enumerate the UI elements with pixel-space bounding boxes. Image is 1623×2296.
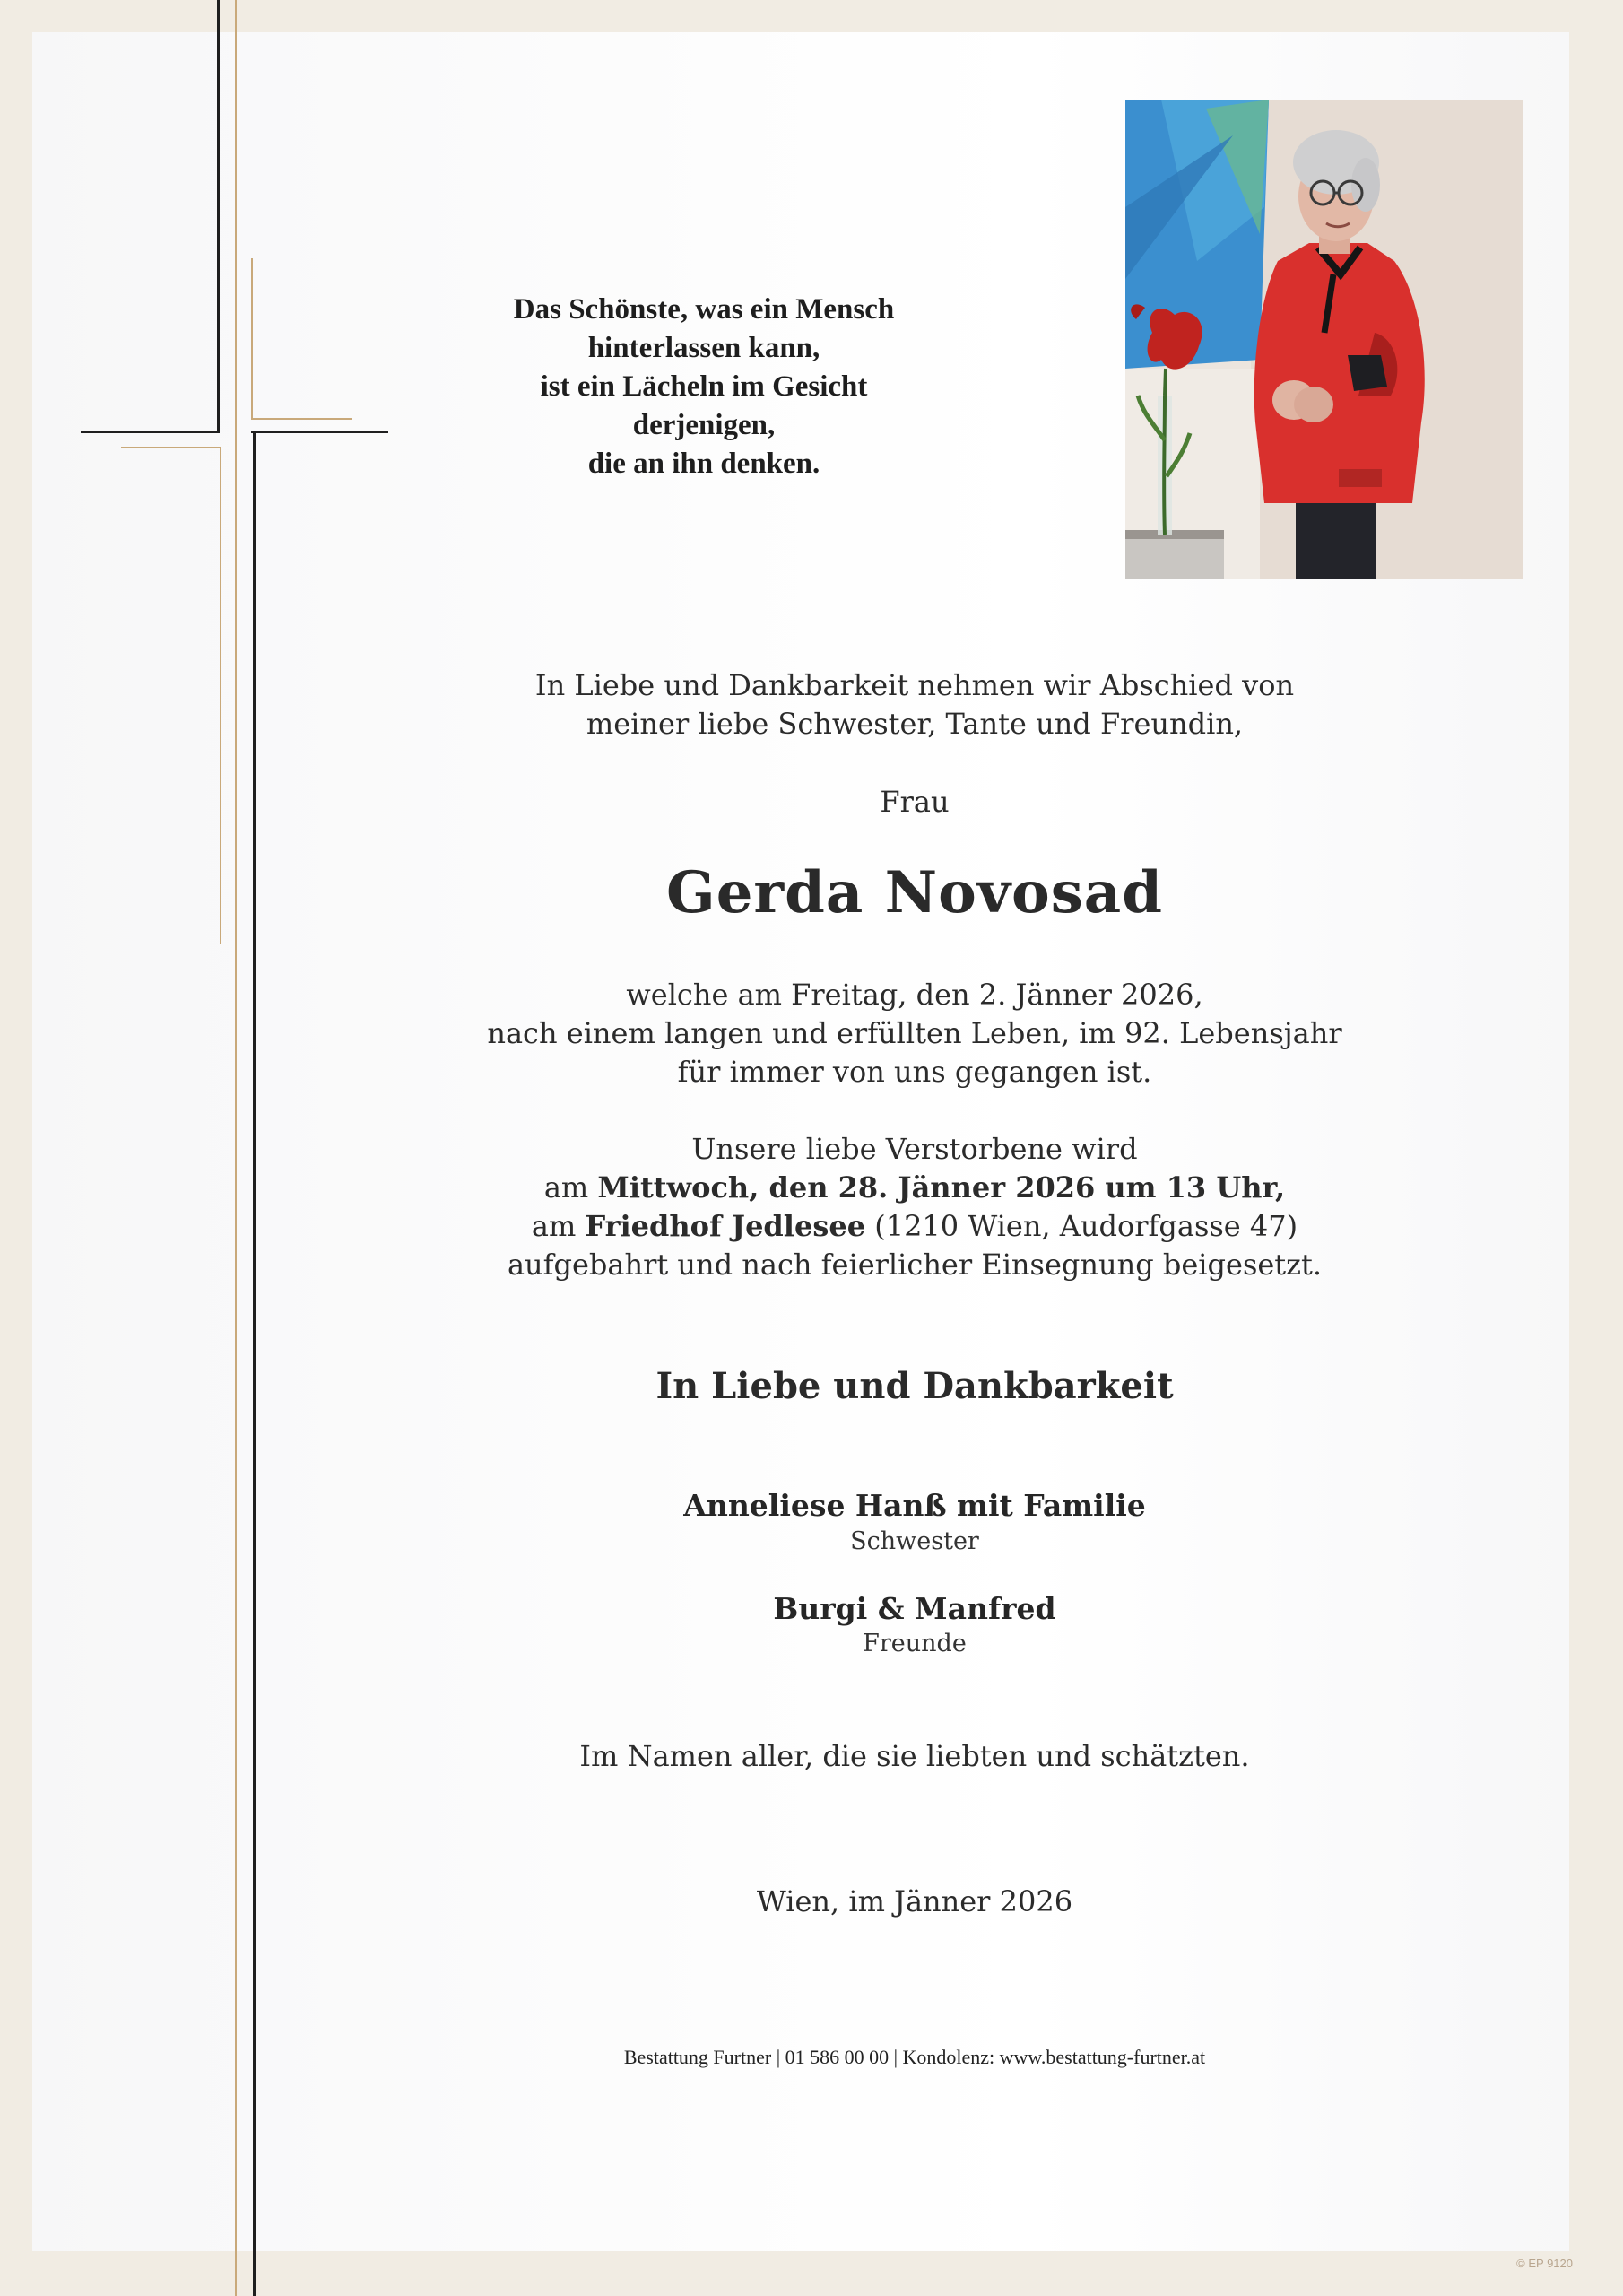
template-code: © EP 9120 [1516,2257,1573,2270]
funeral-date: Mittwoch, den 28. Jänner 2026 um 13 Uhr, [597,1170,1286,1205]
intro-line-2: meiner liebe Schwester, Tante und Freundin, [586,707,1244,741]
death-line-1: welche am Freitag, den 2. Jänner 2026, [626,978,1203,1012]
cemetery-address: (1210 Wien, Audorfgasse 47) [865,1209,1298,1243]
funeral-line-4: aufgebahrt und nach feierlicher Einsegnung beigesetzt. [507,1248,1323,1282]
honorific: Frau [880,785,950,819]
death-line-3: für immer von uns gegangen ist. [677,1055,1152,1089]
signer-relation: Freunde [863,1630,967,1657]
place-date: Wien, im Jänner 2026 [756,1884,1073,1918]
signer-name: Anneliese Hanß mit Familie [683,1488,1146,1523]
death-line-2: nach einem langen und erfüllten Leben, im 92. Lebensjahr [487,1016,1342,1050]
funeral-home-footer: Bestattung Furtner | 01 586 00 00 | Kondolenz: www.bestattung-furtner.at [623,2046,1206,2068]
funeral-line-1: Unsere liebe Verstorbene wird [691,1132,1138,1166]
funeral-line-3: am Friedhof Jedlesee (1210 Wien, Audorfgasse 47) [531,1209,1298,1243]
portrait-photo [1125,100,1523,579]
deceased-name: Gerda Novosad [666,859,1163,926]
funeral-line-2: am Mittwoch, den 28. Jänner 2026 um 13 Uhr, [543,1170,1286,1205]
closing-line: Im Namen aller, die sie liebten und schätzten. [579,1739,1250,1773]
signer-relation: Schwester [850,1527,979,1555]
cemetery-name: Friedhof Jedlesee [585,1209,866,1243]
intro-line-1: In Liebe und Dankbarkeit nehmen wir Abschied von [534,668,1295,702]
memorial-quote: Das Schönste, was ein Mensch hinterlassen kann, ist ein Lächeln im Gesicht derjenigen, die an ihn denken. [513,293,895,480]
closing-heading: In Liebe und Dankbarkeit [655,1365,1174,1407]
signer-name: Burgi & Manfred [773,1591,1056,1626]
